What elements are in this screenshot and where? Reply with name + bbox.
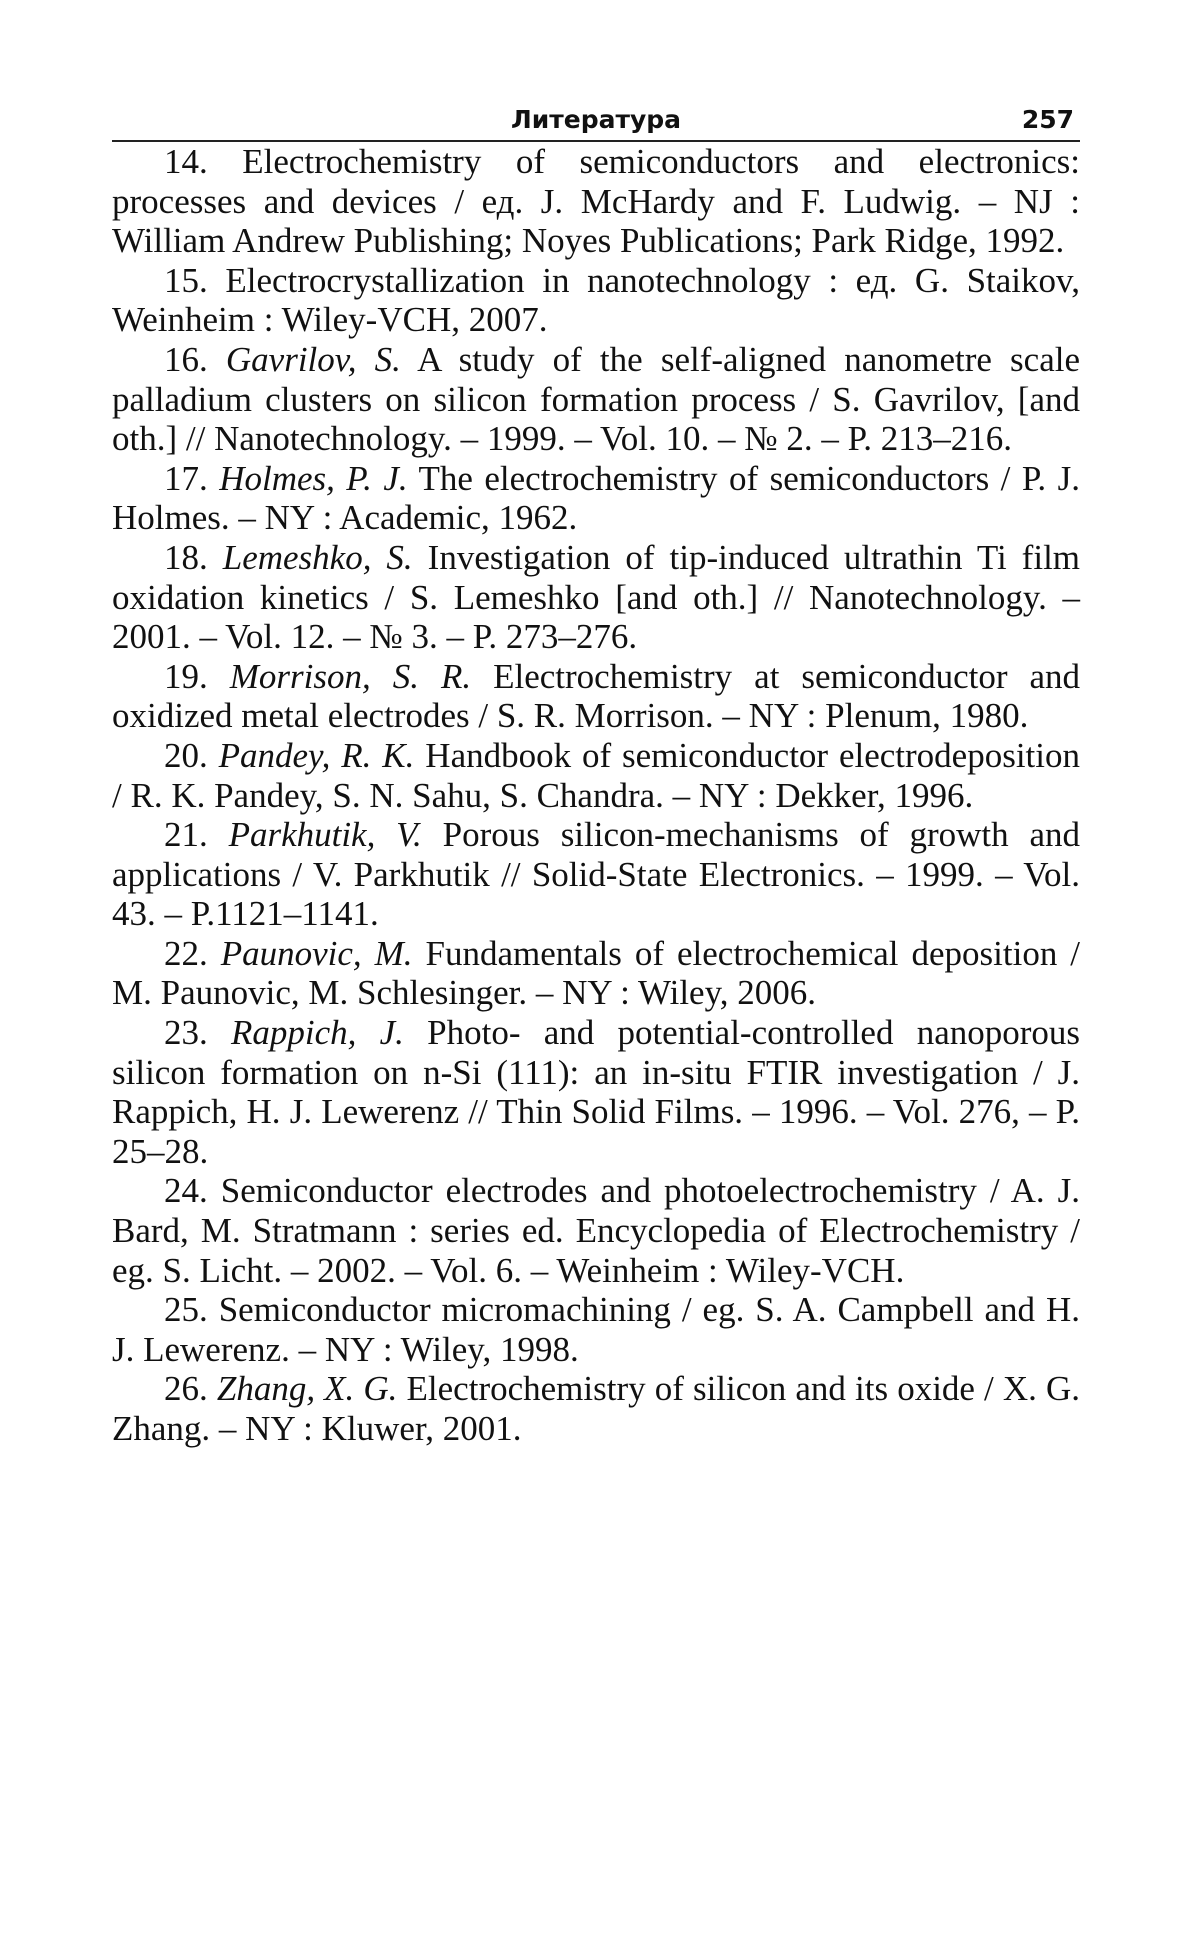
reference-number: 15.	[164, 260, 208, 300]
reference-author: Holmes, P. J.	[219, 458, 408, 498]
reference-text: Photo- and potential-controlled nanoporous silicon formation on n-Si (111): an in-situ FTIR investigation / J. Rappich, H. J. Lewerenz // Thin Solid Films. – 1996. – Vol. 276, – P. 25–28.	[112, 1013, 1081, 1171]
reference-text: Electrochemistry of semiconductors and electronics: processes and devices / ед. J. McHardy and F. Ludwig. – NJ : William Andrew Publishing; Noyes Publications; Park Ridge, 1992.	[112, 142, 1080, 261]
reference-author: Lemeshko, S.	[222, 537, 413, 577]
reference-item	[112, 459, 1080, 538]
running-head-title: Литература	[510, 105, 682, 134]
reference-author: Rappich, J.	[230, 1013, 404, 1053]
reference-text: A study of the self-aligned nanometre scale palladium clusters on silicon formation process / S. Gavrilov, [and oth.] // Nanotechnology. – 1999. – Vol. 10. – № 2. – P. 213–216.	[112, 339, 1081, 459]
reference-number: 14.	[164, 142, 208, 181]
reference-number: 24.	[164, 1171, 208, 1211]
reference-item	[112, 1290, 1080, 1369]
page-number: 257	[1021, 105, 1074, 134]
reference-number: 16.	[164, 339, 208, 379]
reference-number: 17.	[164, 458, 208, 498]
reference-text: Electrochemistry of silicon and its oxide / X. G. Zhang. – NY : Kluwer, 2001.	[112, 1369, 1081, 1448]
reference-item	[112, 261, 1080, 340]
reference-item	[112, 657, 1080, 736]
reference-text: Electrochemistry at semiconductor and oxidized metal electrodes / S. R. Morrison. – NY : Plenum, 1980.	[112, 656, 1081, 736]
reference-number: 21.	[164, 815, 208, 855]
reference-text: The electrochemistry of semiconductors / P. J. Holmes. – NY : Academic, 1962.	[112, 458, 1080, 538]
reference-author: Pandey, R. K.	[218, 735, 415, 775]
reference-text: Fundamentals of electrochemical deposition / M. Paunovic, M. Schlesinger. – NY : Wiley, 2006.	[112, 933, 1081, 1013]
reference-text: Semiconductor electrodes and photoelectrochemistry / A. J. Bard, M. Stratmann : series ed. Encyclopedia of Electrochemistry / eg. S. Licht. – 2002. – Vol. 6. – Weinheim : Wiley-VCH.	[112, 1171, 1081, 1290]
reference-text: Porous silicon-mechanisms of growth and applications / V. Parkhutik // Solid-State Electronics. – 1999. – Vol. 43. – P.1121–1141.	[112, 815, 1081, 934]
book-page	[112, 100, 1080, 1449]
reference-text: Electrocrystallization in nanotechnology : ед. G. Staikov, Weinheim : Wiley-VCH, 2007.	[112, 260, 1080, 340]
reference-number: 25.	[164, 1290, 208, 1330]
reference-item	[112, 1013, 1080, 1171]
reference-text: Handbook of semiconductor electrodeposition / R. K. Pandey, S. N. Sahu, S. Chandra. – NY : Dekker, 1996.	[112, 735, 1081, 815]
reference-item	[112, 340, 1080, 459]
reference-number: 22.	[164, 933, 208, 973]
reference-author: Parkhutik, V.	[228, 815, 422, 855]
reference-item	[112, 815, 1080, 934]
reference-item	[112, 142, 1080, 261]
reference-item	[112, 1171, 1080, 1290]
reference-item	[112, 1369, 1080, 1448]
reference-number: 20.	[164, 735, 208, 775]
reference-number: 18.	[164, 537, 208, 577]
reference-author: Morrison, S. R.	[229, 656, 472, 696]
reference-list	[112, 142, 1080, 1449]
reference-number: 26.	[164, 1369, 208, 1409]
reference-author: Paunovic, M.	[220, 933, 413, 973]
reference-author: Zhang, X. G.	[216, 1369, 398, 1409]
running-head	[112, 100, 1080, 142]
reference-number: 19.	[164, 656, 208, 696]
reference-text: Investigation of tip-induced ultrathin Ti film oxidation kinetics / S. Lemeshko [and oth.] // Nanotechnology. – 2001. – Vol. 12. – № 3. – P. 273–276.	[112, 537, 1081, 657]
reference-item	[112, 934, 1080, 1013]
reference-author: Gavrilov, S.	[225, 339, 401, 379]
reference-number: 23.	[164, 1013, 208, 1053]
reference-item	[112, 736, 1080, 815]
reference-item	[112, 538, 1080, 657]
reference-text: Semiconductor micromachining / eg. S. A. Campbell and H. J. Lewerenz. – NY : Wiley, 1998.	[112, 1290, 1081, 1369]
